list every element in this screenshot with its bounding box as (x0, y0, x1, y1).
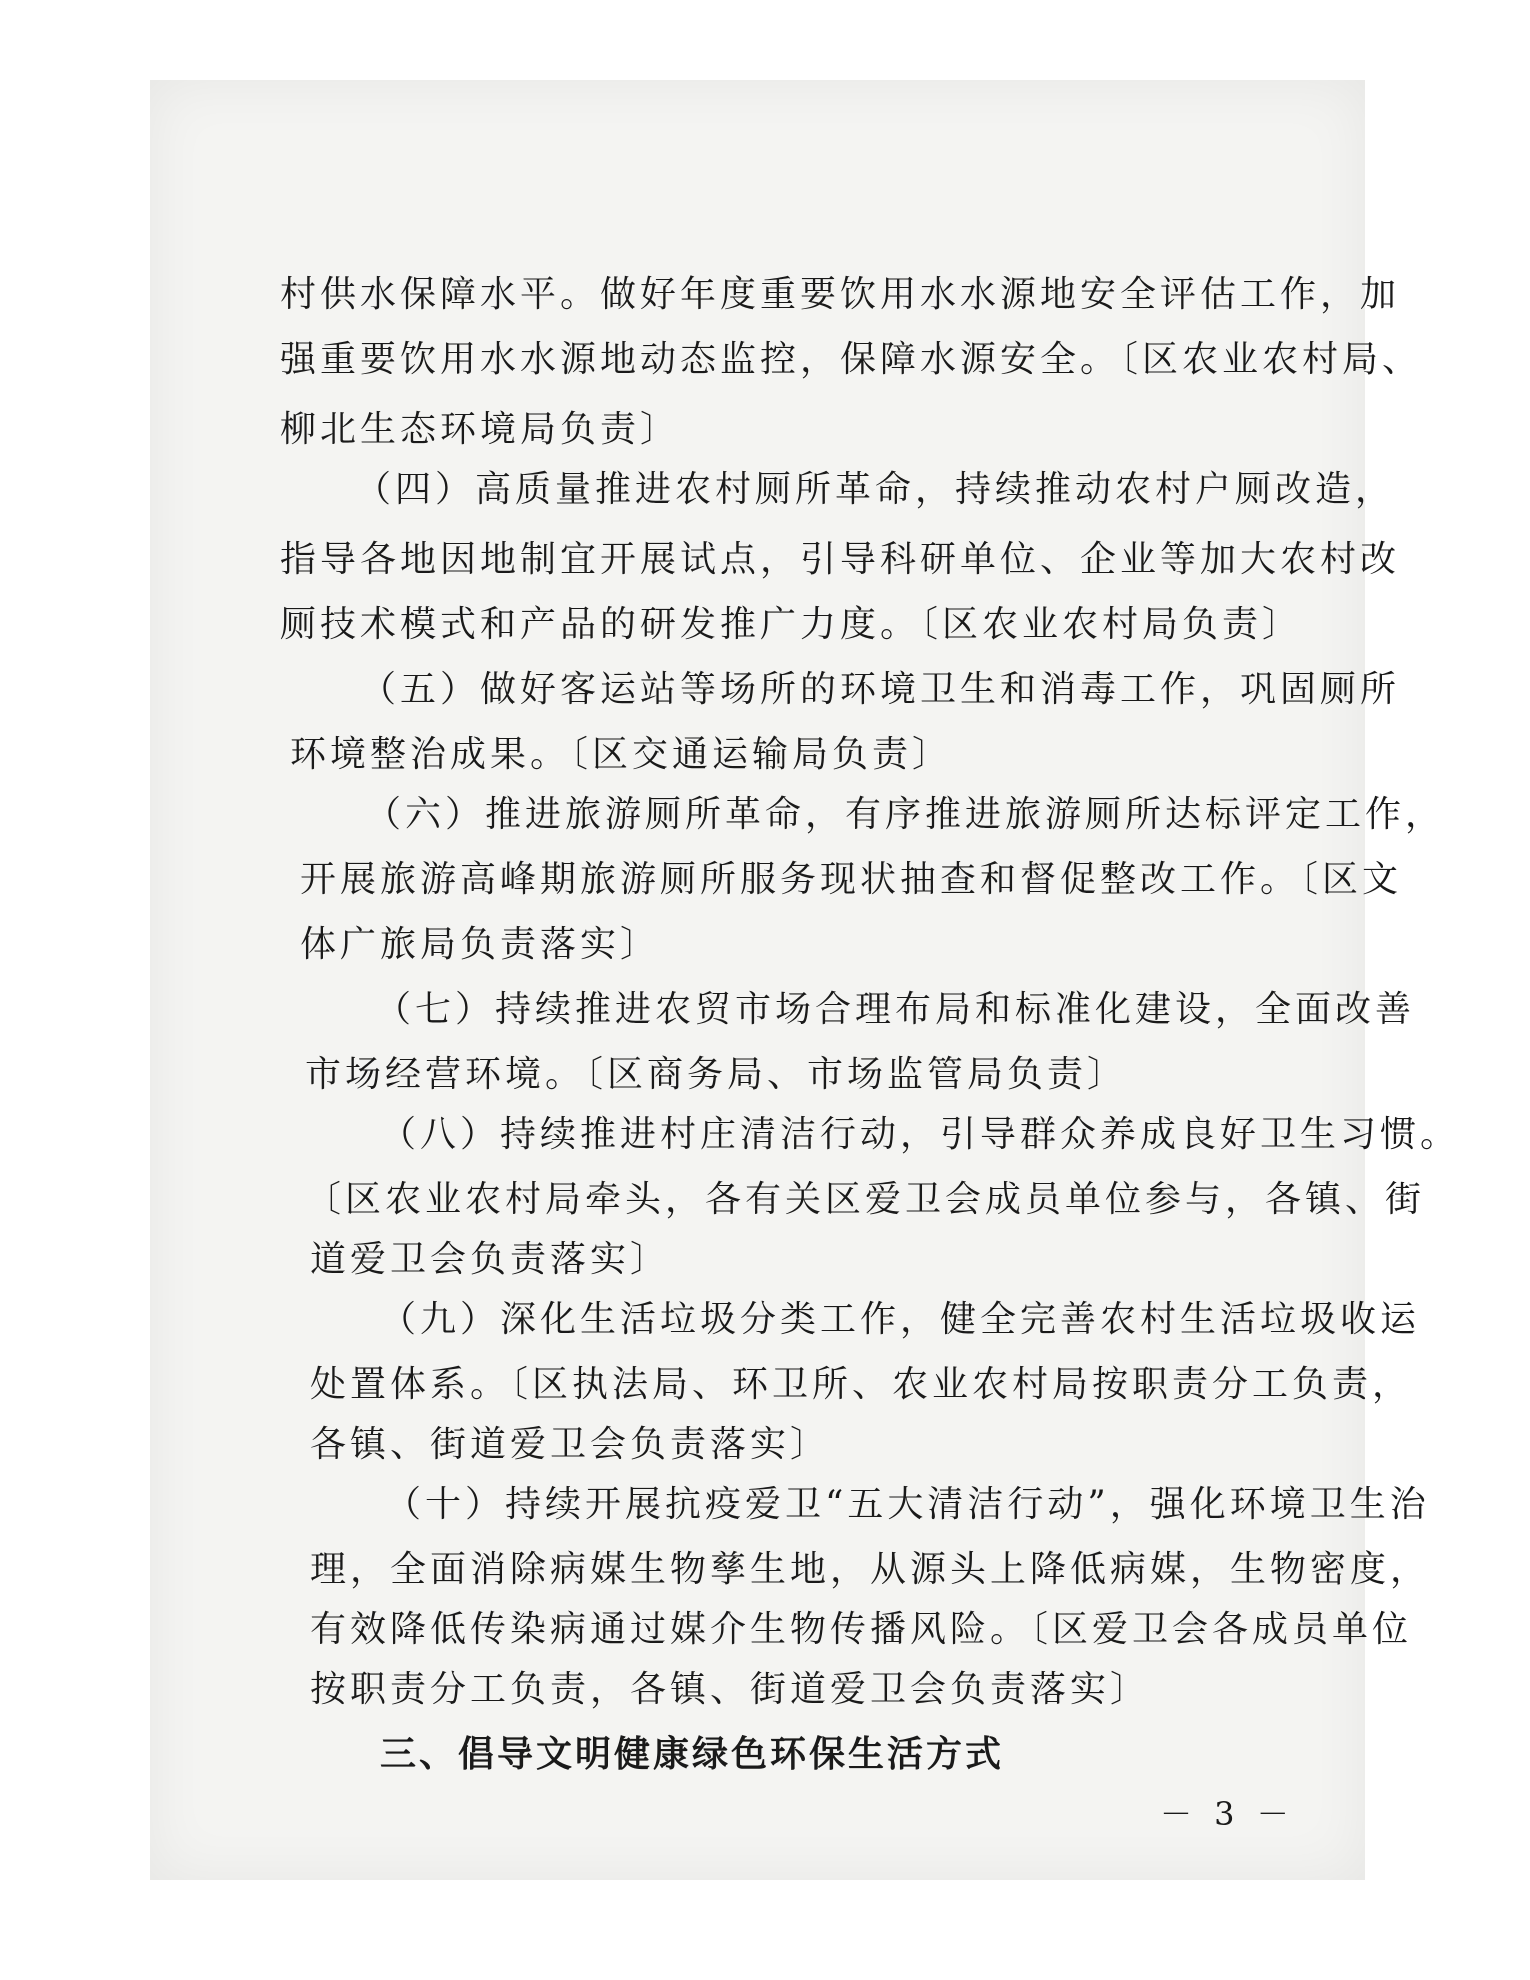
paragraph-start-9: （九）深化生活垃圾分类工作，健全完善农村生活垃圾收运 (380, 1299, 1421, 1340)
body-line: 开展旅游高峰期旅游厕所服务现状抽查和督促整改工作。〔区文 (300, 859, 1403, 900)
body-line: 道爱卫会负责落实〕 (310, 1239, 671, 1280)
section-heading: 三、倡导文明健康绿色环保生活方式 (380, 1734, 1005, 1775)
body-line: 柳北生态环境局负责〕 (280, 409, 681, 450)
body-line: 厕技术模式和产品的研发推广力度。〔区农业农村局负责〕 (280, 604, 1303, 645)
page-number: － 3 － (1160, 1795, 1295, 1833)
body-line: 环境整治成果。〔区交通运输局负责〕 (290, 734, 953, 775)
body-line: 各镇、街道爱卫会负责落实〕 (310, 1424, 831, 1465)
body-line: 体广旅局负责落实〕 (300, 924, 661, 965)
body-line: 村供水保障水平。做好年度重要饮用水水源地安全评估工作，加 (280, 274, 1401, 315)
body-line: 市场经营环境。〔区商务局、市场监管局负责〕 (305, 1054, 1128, 1095)
body-line: 有效降低传染病通过媒介生物传播风险。〔区爱卫会各成员单位 (310, 1609, 1413, 1650)
paragraph-start-4: （四）高质量推进农村厕所革命，持续推动农村户厕改造， (355, 469, 1396, 510)
paragraph-start-6: （六）推进旅游厕所革命，有序推进旅游厕所达标评定工作， (365, 794, 1446, 835)
body-line: 指导各地因地制宜开展试点，引导科研单位、企业等加大农村改 (280, 539, 1401, 580)
paragraph-start-5: （五）做好客运站等场所的环境卫生和消毒工作，巩固厕所 (360, 669, 1401, 710)
body-line: 〔区农业农村局牵头，各有关区爱卫会成员单位参与，各镇、街 (305, 1179, 1426, 1220)
paragraph-start-8: （八）持续推进村庄清洁行动，引导群众养成良好卫生习惯。 (380, 1114, 1461, 1155)
paragraph-start-7: （七）持续推进农贸市场合理布局和标准化建设，全面改善 (375, 989, 1416, 1030)
body-line: 理，全面消除病媒生物孳生地，从源头上降低病媒，生物密度， (310, 1549, 1431, 1590)
paragraph-start-10: （十）持续开展抗疫爱卫“五大清洁行动”，强化环境卫生治 (385, 1484, 1430, 1525)
body-line: 按职责分工负责，各镇、街道爱卫会负责落实〕 (310, 1669, 1151, 1710)
body-line: 强重要饮用水水源地动态监控，保障水源安全。〔区农业农村局、 (280, 339, 1423, 380)
body-line: 处置体系。〔区执法局、环卫所、农业农村局按职责分工负责， (310, 1364, 1413, 1405)
